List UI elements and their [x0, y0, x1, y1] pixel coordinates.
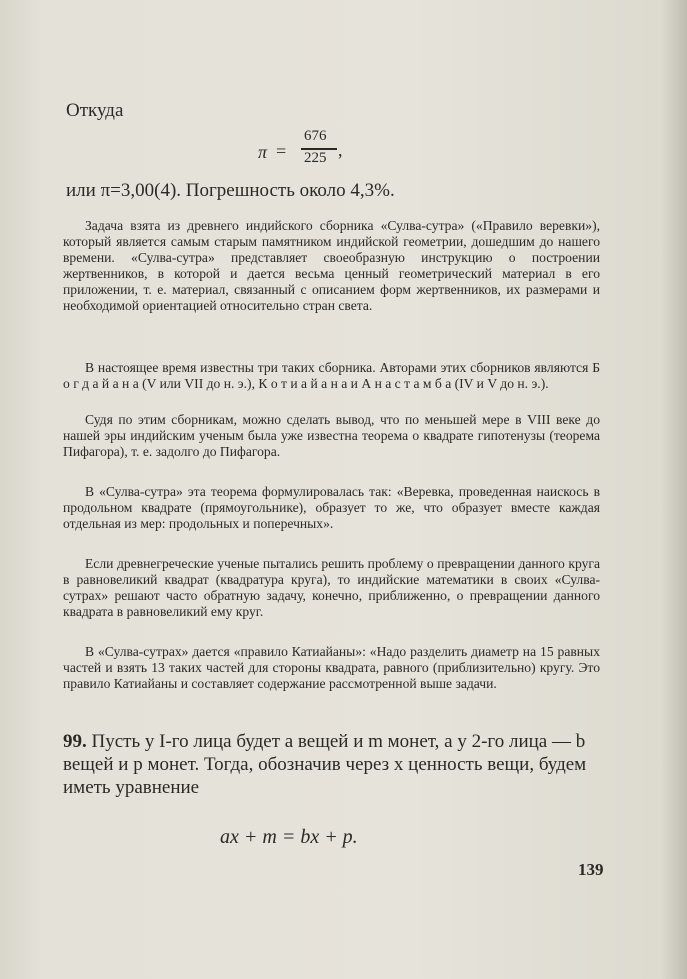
problem-99 — [63, 730, 603, 799]
equals-sign: = — [276, 141, 287, 161]
fraction-numerator: 676 — [304, 128, 327, 144]
commentary-paragraph-6: В «Сулва-сутрах» дается «правило Катиайаны»: «Надо разделить диаметр на 15 равных частей и взять 13 таких частей для стороны квадрата, равного (приблизительно) кругу. Это правило Катиайаны и составляет содержание рассмотренной выше задачи. — [63, 644, 600, 691]
equation: ax + m = bx + p. — [220, 826, 358, 848]
commentary-paragraph-4: В «Сулва-сутра» эта теорема формулировалась так: «Веревка, проведенная наискось в продольном квадрате (прямоугольнике), образует то же, что образует вместе каждая отдельная из мер: продольных и поперечных». — [63, 484, 600, 531]
otkuda-text: Откуда — [66, 100, 124, 121]
pi-symbol: π — [258, 142, 268, 162]
page-number: 139 — [578, 860, 604, 879]
problem-number: 99. — [63, 731, 87, 752]
commentary-paragraph-2: В настоящее время известны три таких сборника. Авторами этих сборников являются Б о г д а й а н а (V или VII до н. э.), К о т и а й а н а и А н а с т а м б а (IV и V до н. э.). — [63, 360, 600, 391]
commentary-paragraph-5: Если древнегреческие ученые пытались решить проблему о превращении данного круга в равновеликий квадрат (квадратура круга), то индийские математики в своих «Сулва-сутрах» решают часто обратную задачу, конечно, приближенно, о превращении данного квадрата в равновеликий ему круг. — [63, 556, 600, 619]
problem-text: Пусть у I-го лица будет a вещей и m монет, а у 2-го лица — b вещей и p монет. Тогда, обозначив через x ценность вещи, будем иметь уравнение — [63, 731, 587, 798]
fraction-denominator: 225 — [304, 150, 327, 166]
commentary-paragraph-3: Судя по этим сборникам, можно сделать вывод, что по меньшей мере в VIII веке до нашей эры индийским ученым была уже известна теорема о квадрате гипотенузы (теорема Пифагора), т. е. задолго до Пифагора. — [63, 412, 600, 459]
commentary-paragraph-1: Задача взята из древнего индийского сборника «Сулва-сутра» («Правило веревки»), который является самым старым памятником индийской геометрии, дошедшим до нашего времени. «Сулва-сутра» представляет своеобразную инструкцию о построении жертвенников, в которой и дается весьма ценный геометрический материал в его приложении, т. е. материал, связанный с описанием форм жертвенников, их размерами и необходимой ориентацией относительно стран света. — [63, 218, 600, 313]
fraction-comma: , — [338, 140, 343, 160]
approx-line: или π=3,00(4). Погрешность около 4,3%. — [66, 180, 395, 201]
